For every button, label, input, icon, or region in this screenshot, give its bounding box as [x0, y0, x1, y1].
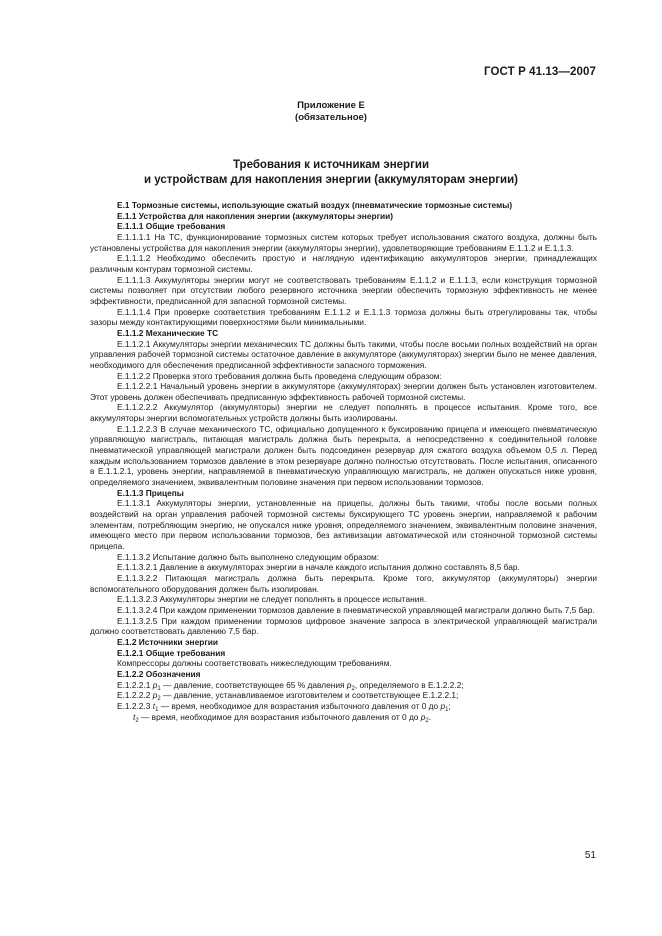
title-line-2: и устройствам для накопления энергии (аккумуляторам энергии): [143, 174, 518, 186]
section-heading: Е.1.2 Источники энергии: [117, 636, 219, 647]
paragraph: Е.1.1.3.2.1 Давление в аккумуляторах энергии в начале каждого испытания должно составлять 8,5 бар.: [117, 562, 520, 573]
paragraph: Е.1.1.1.1 На ТС, функционирование тормозных систем которых требует использования сжатого воздуха, должны быть установлены устройства для накопления энергии (аккумуляторы энергии), удовлетворяющие требованиям Е.1.1.2 и Е.1.1.3.: [90, 231, 597, 253]
definition-p2: Е.1.2.2.2 $p_2$ — давление, устанавливаемое изготовителем и соответствующее Е.1.2.2.1;: [117, 690, 459, 703]
page-number: 51: [584, 850, 596, 861]
paragraph: Е.1.1.3.2.5 При каждом применении тормозов цифровое значение запроса в электрической управляющей магистрали должно соответствовать давлению 7,5 бар.: [90, 615, 597, 637]
paragraph: Е.1.1.3.2 Испытание должно быть выполнено следующим образом:: [117, 551, 380, 562]
paragraph: Е.1.1.2.2.2 Аккумулятор (аккумуляторы) энергии не следует пополнять в процессе испытания. Кроме того, все аккумуляторы энергии вспомогательных устройств должны быть изолированы.: [90, 402, 597, 424]
paragraph: Е.1.1.1.3 Аккумуляторы энергии могут не соответствовать требованиям Е.1.1.2 и Е.1.1.3, если конструкция тормозной системы позволяет при отсутствии любого резервного источника энергии обеспечить тормозную эффективность не менее эффективности, предписанной для запасной тормозной системы.: [90, 274, 597, 306]
paragraph: Е.1.1.2.2.1 Начальный уровень энергии в аккумуляторе (аккумуляторах) энергии должен быть установлен изготовителем. Этот уровень должен обеспечивать предписанную эффективность рабочей тормозной системы.: [90, 381, 597, 402]
paragraph: Е.1.1.1.2 Необходимо обеспечить простую и наглядную идентификацию аккумуляторов энергии, принадлежащих различным контурам тормозной системы.: [90, 253, 597, 274]
paragraph-list: [90, 200, 597, 680]
section-heading: Е.1.2.1 Общие требования: [117, 647, 226, 658]
section-heading: Е.1.1 Устройства для накопления энергии (аккумуляторы энергии): [117, 210, 394, 221]
paragraph: Е.1.1.2.1 Аккумуляторы энергии механических ТС должны быть такими, чтобы после восьми полных воздействий на орган управления рабочей тормозной системы остаточное давление в аккумуляторе (аккумуляторах) энергии было не менее давления, необходимого для обеспечения предписанной эффективности запасного торможения.: [90, 338, 597, 370]
appendix-status: (обязательное): [295, 112, 367, 123]
paragraph: Е.1.1.3.2.3 Аккумуляторы энергии не следует пополнять в процессе испытания.: [117, 594, 427, 605]
paragraph: Е.1.1.1.4 При проверке соответствия требованиям Е.1.1.2 и Е.1.1.3 тормоза должны быть отрегулированы так, чтобы зазоры между контактирующими поверхностями были минимальными.: [90, 306, 597, 328]
standard-code: ГОСТ Р 41.13—2007: [484, 66, 596, 78]
paragraph: Е.1.1.3.1 Аккумуляторы энергии, установленные на прицепы, должны быть такими, чтобы после восьми полных воздействий на орган управления рабочей тормозной системы буксирующего ТС уровень энергии, направляемой к рабочим элементам, потребляющим энергию, не опускался ниже уровня, определяемого значением, эквивалентным половине значения, имеющего место при первом использовании тормозов, без активизации автоматической или стояночной тормозной системы прицепа.: [90, 498, 597, 551]
section-heading: Е.1.2.2 Обозначения: [117, 668, 201, 679]
document-body: [90, 200, 597, 722]
title-line-1: Требования к источникам энергии: [232, 159, 430, 171]
section-heading: Е.1 Тормозные системы, использующие сжатый воздух (пневматические тормозные системы): [117, 200, 513, 210]
section-heading: Е.1.1.3 Прицепы: [117, 487, 184, 498]
paragraph: Е.1.1.2.2 Проверка этого требования должна быть проведена следующим образом:: [117, 370, 442, 381]
paragraph: Е.1.1.3.2.4 При каждом применении тормозов давление в пневматической управляющей магистрали должно быть 7,5 бар.: [117, 604, 595, 615]
paragraph: Компрессоры должны соответствовать нижеследующим требованиям.: [117, 658, 392, 669]
paragraph: Е.1.1.3.2.2 Питающая магистраль должна быть перекрыта. Кроме того, аккумулятор (аккумуляторы) энергии вспомогательного оборудования должен быть изолирован.: [90, 572, 597, 594]
definition-t1: Е.1.2.2.3 $t_1$ — время, необходимое для возрастания избыточного давления от 0 до $p_1$;: [117, 700, 451, 713]
definition-t2: $t_2$ — время, необходимое для возрастания избыточного давления от 0 до $p_2$.: [133, 711, 432, 724]
paragraph: Е.1.1.2.2.3 В случае механического ТС, официально допущенного к буксированию прицепа и имеющего пневматическую управляющую магистраль, питающая магистраль должна быть перекрыта, а непосредственно к соединительной головке пневматической управляющей магистрали должен быть подсоединен резервуар для сжатого воздуха объемом 0,5 л. Перед каждым использованием тормозов давление в этом резервуаре должно полностью отсутствовать. После испытания, описанного в Е.1.1.2.1, уровень энергии, направляемой в пневматическую управляющую магистраль, не должен опускаться ниже уровня, определяемого значением, эквивалентным половине значения при первом использовании тормозов.: [90, 423, 597, 488]
appendix-label: Приложение Е: [297, 100, 365, 111]
section-heading: Е.1.1.2 Механические ТС: [117, 327, 219, 338]
section-heading: Е.1.1.1 Общие требования: [117, 221, 226, 232]
definition-p1: Е.1.2.2.1 $p_1$ — давление, соответствующее 65 % давления $p_2$, определяемого в Е.1.2.2.2;: [117, 679, 464, 692]
